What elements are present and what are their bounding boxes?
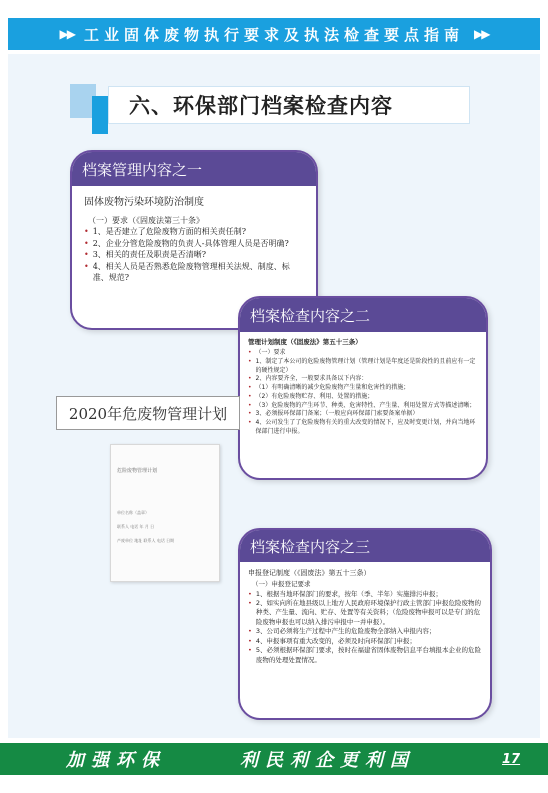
list-item (248, 402, 478, 411)
list-item-text: （一）申报登记要求 (252, 580, 311, 589)
card-header: 档案检查内容之二 (240, 298, 486, 332)
bullet-icon: • (84, 238, 89, 248)
list-item-text: （2）有危险废物贮存、利用、处置的措施； (255, 392, 374, 400)
bullet-icon: • (248, 598, 252, 607)
bullet-icon: • (84, 250, 89, 260)
list-item (248, 637, 482, 646)
footer-slogan-right: 利民利企更利国 (240, 750, 415, 771)
list-item-text: 2、如实向所在地县级以上地方人民政府环境保护行政主管部门申报危险废物的种类、产生量、流向、贮存、处置等有关资料；（危险废物申报可以是专门的危险废物申报也可以纳入排污申报中一并申报）。 (255, 598, 481, 626)
list-item-text: 5、必须根据环保部门要求，按时在福建省固体废物信息平台填报本企业的危险废物的处理处置情况。 (255, 646, 481, 664)
list-item (84, 249, 304, 261)
list-item (84, 215, 304, 227)
header-banner (8, 18, 540, 50)
list-item (248, 410, 478, 419)
header-title: 工业固体废物执行要求及执法检查要点指南 (83, 25, 464, 44)
card-body (72, 186, 316, 294)
card-header: 档案检查内容之三 (240, 530, 490, 562)
card-heading: 管理计划制度（《固废法》第五十三条） (248, 338, 362, 346)
list-item-text: 1、制定了本公司的危险废物管理计划（管理计划是年度还是阶段性的且前应有一定的硬性规定） (255, 358, 476, 374)
list-item (248, 627, 482, 636)
list-item-text: （一）要求（《固废法第三十条》 (88, 215, 204, 225)
list-item-text: 3、公司必须将生产过程中产生的危险废物全部纳入申报内容； (255, 627, 436, 636)
list-item-text: （1）有明确清晰的减少危险废物产生量和危害性的措施； (255, 384, 410, 392)
card-body (240, 332, 486, 442)
list-item-text: 4、公司发生了了危险废物有关的重大改变的情况下，应及时变更计划，并向当地环保部门进行申报。 (255, 418, 476, 435)
bullet-icon: • (248, 636, 252, 645)
bullet-icon: • (248, 349, 252, 357)
bullet-icon: • (248, 392, 252, 400)
list-item (248, 384, 478, 393)
list-item-text: 2、企业分管危险废物的负责人-具体管理人员是否明确? (92, 238, 289, 248)
bullet-icon: • (248, 401, 252, 409)
footer-slogan-left: 加强环保 (66, 750, 166, 771)
page-number: 17 (502, 751, 521, 767)
bullet-icon: • (248, 375, 252, 383)
card-heading: 固体废物污染环境防治制度 (84, 197, 204, 208)
plan-title: 2020年危废物管理计划 (56, 396, 240, 430)
footer-banner (0, 743, 548, 775)
list-item (248, 580, 482, 589)
card-items (84, 215, 304, 285)
bullet-icon: • (248, 418, 252, 426)
plan-document-image (110, 444, 220, 582)
list-item (84, 226, 304, 238)
list-item-text: 4、相关人员是否熟悉危险废物管理相关法规、制度、标准、规范? (92, 261, 290, 283)
bullet-icon: • (248, 589, 252, 598)
bullet-icon: • (248, 410, 252, 418)
list-item-text: 3、相关的责任及职责是否清晰? (92, 250, 207, 260)
list-item (84, 261, 304, 284)
list-item-text: 1、是否建立了危险废物方面的相关责任制? (92, 227, 247, 237)
bullet-icon: • (84, 261, 89, 271)
list-item-text: （一）要求 (255, 349, 286, 357)
list-item (84, 238, 304, 250)
list-item-text: 1、根据当地环保部门的要求，按年（季、半年）实施排污申报； (255, 589, 442, 598)
list-item-text: 3、必须报环保部门备案；（一般应向环保部门索要备案单据） (255, 410, 419, 418)
section-title: 六、环保部门档案检查内容 (108, 86, 470, 124)
list-item (248, 349, 478, 358)
list-item-text: 4、申报事项有重大改变的，必须及时向环保部门申报； (255, 636, 416, 645)
list-item (248, 590, 482, 599)
bullet-icon: • (248, 358, 252, 366)
list-item (248, 646, 482, 665)
double-arrow-icon: ▶▶ (474, 27, 489, 41)
decor-bar (92, 96, 108, 134)
list-item (248, 419, 478, 436)
plan-doc-row: 产废单位 地址 联系人 电话 日期 (117, 538, 175, 543)
list-item-text: （3）危险废物的产生环节、种类、危害特性、产生量、利用处置方式等描述清晰； (255, 401, 476, 409)
card-items (248, 580, 482, 665)
list-item (248, 358, 478, 375)
card-heading: 申报登记制度（《固废法》第五十三条） (248, 569, 371, 577)
double-arrow-icon: ▶▶ (59, 27, 74, 41)
bullet-icon: • (248, 627, 252, 636)
section-title-block (70, 82, 470, 124)
plan-doc-row: 联系人 电话 年 月 日 (117, 524, 155, 529)
plan-doc-title: 危险废物管理计划 (117, 468, 158, 474)
plan-doc-row: 单位名称（盖章） (117, 510, 149, 515)
bullet-icon: • (248, 646, 252, 655)
list-item (248, 393, 478, 402)
list-item (248, 375, 478, 384)
bullet-icon: • (84, 227, 89, 237)
card-header: 档案管理内容之一 (72, 152, 316, 186)
archive-card-3 (238, 528, 492, 720)
card-items (248, 349, 478, 436)
archive-card-2 (238, 296, 488, 480)
card-body (240, 562, 490, 671)
bullet-icon: • (248, 384, 252, 392)
list-item (248, 599, 482, 627)
list-item-text: 2、内容要齐全，一般要求具备以下内容： (255, 375, 368, 383)
